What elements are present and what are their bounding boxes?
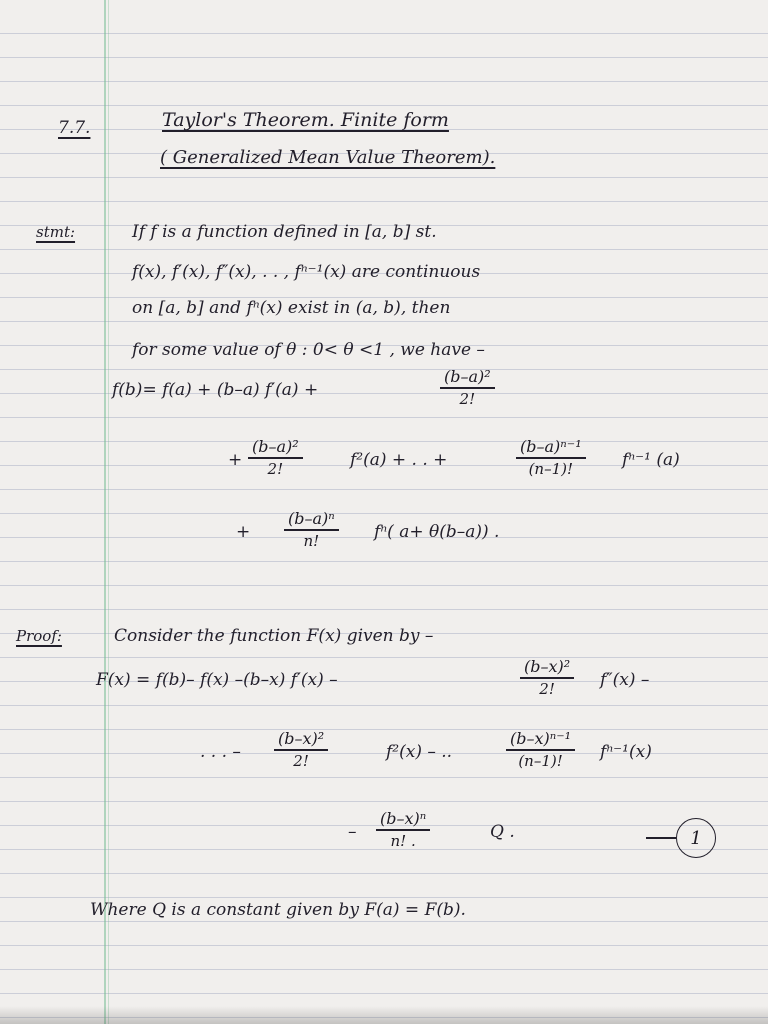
fraction-numerator: (b–x)ⁿ: [380, 809, 427, 828]
fraction-denominator: (n–1)!: [518, 751, 563, 770]
fraction-denominator: n! .: [390, 831, 416, 850]
proof-line: Consider the function F(x) given by –: [114, 626, 434, 646]
fraction-term-2: [440, 368, 495, 408]
F-eq-tail: f″(x) –: [600, 670, 650, 690]
taylor-eq-lhs: f(b)= f(a) + (b–a) f′(a) +: [112, 380, 319, 400]
statement-line-1: If f is a function defined in [a, b] st.: [132, 222, 437, 242]
eq2-middle: f²(a) + . . +: [350, 450, 448, 470]
equation-number-dash: [646, 837, 676, 839]
title-line-2: ( Generalized Mean Value Theorem).: [160, 147, 496, 168]
fraction-bar: [440, 387, 495, 389]
statement-line-4: for some value of θ : 0< θ <1 , we have –: [132, 340, 485, 360]
statement-line-3: on [a, b] and fⁿ(x) exist in (a, b), then: [132, 298, 451, 318]
fraction-term-n-1: [516, 438, 586, 478]
fraction-bar: [284, 529, 339, 531]
fraction-numerator: (b–a)ⁿ⁻¹: [520, 437, 582, 456]
eq3-tail: fⁿ( a+ θ(b–a)) .: [374, 522, 500, 542]
fraction-bar: [506, 749, 575, 751]
fraction-numerator: (b–x)²: [278, 729, 325, 748]
fraction-bar: [520, 677, 574, 679]
statement-label: stmt:: [36, 223, 76, 241]
fraction-denominator: n!: [303, 531, 320, 550]
fraction-term-2b: [248, 438, 303, 478]
F-eq2-middle: f²(x) – ..: [386, 742, 453, 762]
fraction-bar: [376, 829, 430, 831]
fraction-denominator: 2!: [267, 459, 284, 478]
fraction-bar: [516, 457, 586, 459]
title-line-1: Taylor's Theorem. Finite form: [162, 109, 449, 131]
F-eq-lhs: F(x) = f(b)– f(x) –(b–x) f′(x) –: [96, 670, 338, 690]
eq3-plus: +: [236, 522, 251, 542]
fraction-numerator: (b–a)²: [444, 367, 491, 386]
F-fraction-n: [376, 810, 430, 850]
F-fraction-2: [520, 658, 574, 698]
equation-number: 1: [690, 827, 702, 849]
fraction-numerator: (b–a)ⁿ: [288, 509, 335, 528]
page-edge-shadow: [0, 1006, 768, 1024]
fraction-remainder: [284, 510, 339, 550]
F-eq2-lead: . . . –: [200, 742, 241, 762]
fraction-numerator: (b–x)²: [524, 657, 571, 676]
statement-line-2: f(x), f′(x), f″(x), . . , fⁿ⁻¹(x) are continuous: [132, 262, 481, 282]
closing-line: Where Q is a constant given by F(a) = F(b).: [90, 900, 466, 920]
fraction-numerator: (b–x)ⁿ⁻¹: [510, 729, 572, 748]
proof-label: Proof:: [16, 627, 62, 645]
section-number: 7.7.: [58, 118, 91, 138]
fraction-denominator: 2!: [293, 751, 309, 770]
F-eq3-minus: –: [348, 822, 357, 842]
fraction-denominator: 2!: [539, 679, 555, 698]
eq2-plus: +: [228, 450, 243, 470]
fraction-bar: [248, 457, 303, 459]
margin-line-secondary: [108, 0, 109, 1024]
margin-line: [104, 0, 106, 1024]
eq2-tail: fⁿ⁻¹ (a): [622, 450, 680, 470]
F-fraction-2b: [274, 730, 328, 770]
fraction-bar: [274, 749, 328, 751]
F-eq2-tail: fⁿ⁻¹(x): [600, 742, 652, 762]
fraction-denominator: 2!: [459, 389, 476, 408]
fraction-numerator: (b–a)²: [252, 437, 299, 456]
F-eq3-Q: Q .: [490, 822, 515, 842]
equation-number-circle: [676, 818, 716, 858]
F-fraction-n-1: [506, 730, 575, 770]
fraction-denominator: (n–1)!: [528, 459, 574, 478]
